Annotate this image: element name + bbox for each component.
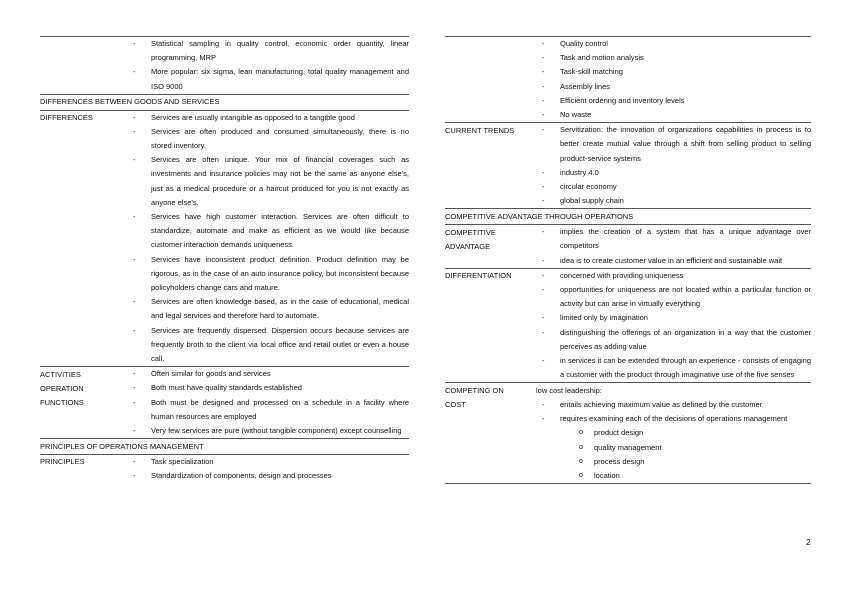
list-item: - Task and motion analysis [542, 51, 811, 65]
section-heading-row [40, 439, 409, 455]
similarities-row [40, 367, 409, 439]
list-item: - entails achieving maximum value as defined by the customer [542, 398, 811, 412]
row-content [542, 123, 811, 208]
differentiation-row [445, 269, 811, 384]
sub-list-item: o location [542, 469, 811, 483]
row-label: FUNCTIONS [40, 398, 84, 408]
list-item: - circular economy [542, 180, 811, 194]
row-label-stack [40, 367, 133, 438]
row-label-stack [445, 383, 542, 483]
page-number: 2 [806, 538, 811, 547]
intro-row [40, 36, 409, 95]
list-item: - Services are frequently dispersed. Dispersion occurs because services are frequently broth to the client via local office and retail outlet or even a house call. [133, 324, 409, 367]
row-label: COST [445, 400, 466, 410]
intro-label [40, 37, 133, 94]
list-item: - No waste [542, 108, 811, 122]
sub-list-item: o quality management [542, 441, 811, 455]
list-item: - Efficient ordering and inventory levels [542, 94, 811, 108]
principles-list [133, 455, 409, 483]
row-label: DIFFERENCES [40, 113, 93, 123]
row-content [133, 455, 409, 483]
list-item: - implies the creation of a system that has a unique advantage over competitors [542, 225, 811, 253]
list-item: - global supply chain [542, 194, 811, 208]
lead-text: low cost leadership: [536, 385, 602, 395]
list-item: - Both must have quality standards established [133, 381, 409, 395]
section-heading-row [445, 209, 811, 225]
list-item: - opportunities for uniqueness are not located within a particular function or activity but can arise in virtually everything [542, 283, 811, 311]
list-item: - Often similar for goods and services [133, 367, 409, 381]
list-item: - requires examining each of the decisions of operations management [542, 412, 811, 426]
list-item: - Services have inconsistent product definition. Product definition may be rigorous, as in the case of an auto insurance policy, but inconsistent because policyholders change cars and mature. [133, 253, 409, 296]
competitive-advantage-row [445, 225, 811, 269]
list-item: - Services are usually intangible as opposed to a tangible good [133, 111, 409, 125]
section-heading: PRINCIPLES OF OPERATIONS MANAGEMENT [40, 441, 204, 451]
row-content [133, 367, 409, 438]
list-item: - concerned with providing uniqueness [542, 269, 811, 283]
current-trends-row [445, 123, 811, 209]
list-item: - Servitization: the innovation of organizations capabilities in process is to better create mutual value through a shift from selling product to selling product-service systems [542, 123, 811, 166]
intro-list [133, 37, 409, 94]
list-item: - idea is to create customer value in an efficient and sustainable wait [542, 254, 811, 268]
list-item: - Services have high customer interaction. Services are often difficult to standardize, automate and make as efficient as we would like because customer interaction demands uniqueness. [133, 210, 409, 253]
list-item: - limited only by imagination [542, 311, 811, 325]
list-item: - Quality control [542, 37, 811, 51]
row-label: CURRENT TRENDS [445, 125, 515, 135]
row-label: ACTIVITIES [40, 369, 81, 379]
differentiation-list [542, 269, 811, 383]
list-item: - distinguishing the offerings of an organization in a way that the customer perceives as adding value [542, 326, 811, 354]
row-content [536, 383, 811, 483]
row-label: OPERATION [40, 383, 84, 393]
competitive-list [542, 225, 811, 268]
list-item: - Very few services are pure (without tangible component) except counselling [133, 424, 409, 438]
row-content [542, 225, 811, 268]
competing-on-cost-row [445, 383, 811, 484]
list-item: - Standardization of components, design and processes [133, 469, 409, 483]
left-column [40, 36, 409, 483]
right-column [445, 36, 811, 484]
sub-list-item: o process design [542, 455, 811, 469]
intro-content [542, 37, 811, 122]
competing-list [542, 398, 811, 426]
current-trends-list [542, 123, 811, 208]
differences-list [133, 111, 409, 367]
row-content [542, 269, 811, 383]
list-item: - industry 4.0 [542, 166, 811, 180]
list-item: - Both must be designed and processed on a schedule in a facility where human resources are employed [133, 396, 409, 424]
row-content [133, 111, 409, 367]
sub-list-item: o product design [542, 426, 811, 440]
list-item: - More popular: six sigma, lean manufacturing, total quality management and ISO 9000 [133, 65, 409, 93]
competing-sub-list [542, 426, 811, 483]
list-item: - Statistical sampling in quality control, economic order quantity, linear programming, MRP [133, 37, 409, 65]
row-label: PRINCIPLES [40, 457, 85, 467]
differences-row [40, 111, 409, 368]
intro-list [542, 37, 811, 122]
section-heading-row [40, 95, 409, 111]
principles-row [40, 455, 409, 483]
list-item: - Task-skill matching [542, 65, 811, 79]
list-item: - Services are often unique. Your mix of financial coverages such as investments and insurance policies may not be the same as anyone else's, just as a medical procedure or a haircut produced for you is not exactly as anyone else's. [133, 153, 409, 210]
row-label-stack [445, 225, 542, 268]
list-item: - Services are often knowledge based, as in the case of educational, medical and legal services and therefore hard to automate. [133, 295, 409, 323]
section-heading: COMPETITIVE ADVANTAGE THROUGH OPERATIONS [445, 211, 634, 221]
list-item: - Task specialization [133, 455, 409, 469]
row-label: COMPETITIVE [445, 227, 496, 237]
list-item: - Assembly lines [542, 80, 811, 94]
intro-row [445, 36, 811, 123]
row-label: COMPETING ON [445, 385, 504, 395]
similarities-list [133, 367, 409, 438]
row-label: DIFFERENTIATION [445, 271, 512, 281]
list-item: - Services are often produced and consumed simultaneously, there is no stored inventory. [133, 125, 409, 153]
section-heading: DIFFERENCES BETWEEN GOODS AND SERVICES [40, 97, 220, 107]
intro-label [445, 37, 542, 122]
list-item: - in services it can be extended through an experience - consists of engaging a customer with the product through imaginative use of the five senses [542, 354, 811, 382]
intro-content [133, 37, 409, 94]
row-label: ADVANTAGE [445, 241, 491, 251]
